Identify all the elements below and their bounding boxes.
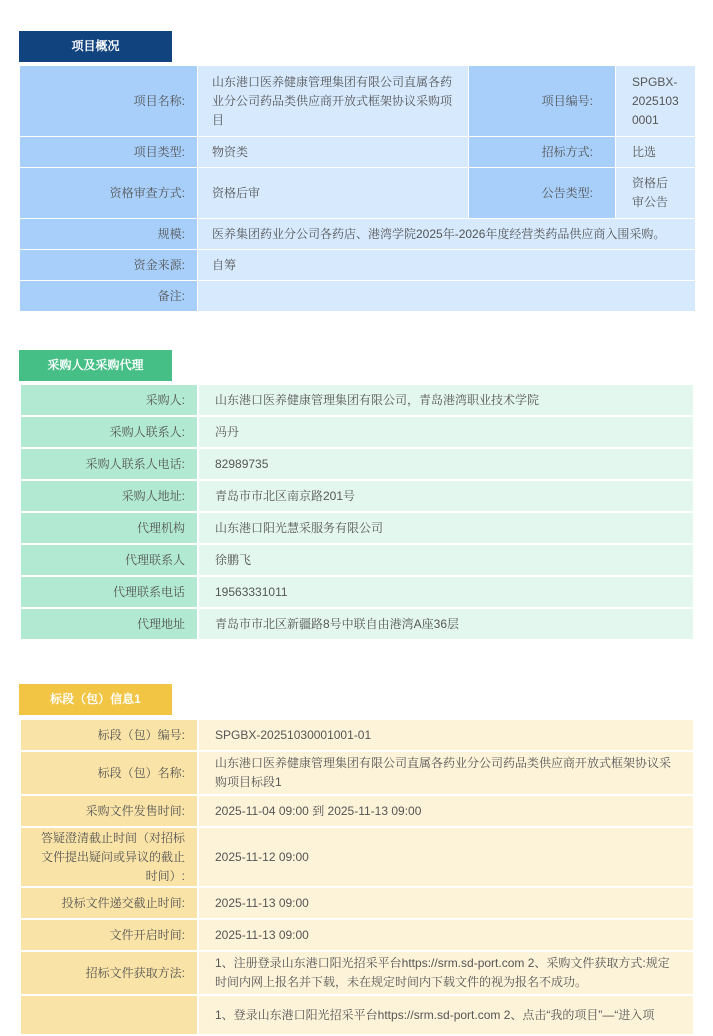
row-label: 代理地址 bbox=[20, 608, 198, 640]
row-label: 代理机构 bbox=[20, 512, 198, 544]
qual-method-label: 资格审查方式: bbox=[20, 168, 198, 219]
table-row bbox=[20, 576, 694, 608]
project-type-value: 物资类 bbox=[198, 137, 469, 168]
project-overview-table bbox=[19, 65, 696, 312]
row-value: 2025-11-04 09:00 到 2025-11-13 09:00 bbox=[198, 795, 694, 827]
table-row bbox=[20, 137, 696, 168]
row-value: 2025-11-13 09:00 bbox=[198, 919, 694, 951]
table-row bbox=[20, 919, 694, 951]
row-value: 冯丹 bbox=[198, 416, 694, 448]
table-row bbox=[20, 827, 694, 887]
row-value: 1、登录山东港口阳光招采平台https://srm.sd-port.com 2、点击“我的项目”—“进入项 bbox=[198, 995, 694, 1035]
table-row bbox=[20, 168, 696, 219]
purchaser-table bbox=[19, 383, 695, 641]
section-tab-project-overview: 项目概况 bbox=[19, 31, 172, 62]
table-row bbox=[20, 219, 696, 250]
scale-value: 医养集团药业分公司各药店、港湾学院2025年-2026年度经营类药品供应商入围采购。 bbox=[198, 219, 696, 250]
table-row bbox=[20, 384, 694, 416]
row-label: 采购人: bbox=[20, 384, 198, 416]
notice-type-label: 公告类型: bbox=[469, 168, 616, 219]
table-row bbox=[20, 512, 694, 544]
table-row bbox=[20, 719, 694, 751]
bid-method-label: 招标方式: bbox=[469, 137, 616, 168]
row-label: 采购文件发售时间: bbox=[20, 795, 198, 827]
bid-method-value: 比选 bbox=[616, 137, 696, 168]
fund-label: 资金来源: bbox=[20, 250, 198, 281]
project-no-label: 项目编号: bbox=[469, 66, 616, 137]
row-label: 采购人联系人: bbox=[20, 416, 198, 448]
table-row bbox=[20, 751, 694, 795]
remark-label: 备注: bbox=[20, 281, 198, 312]
row-label: 文件开启时间: bbox=[20, 919, 198, 951]
table-row bbox=[20, 66, 696, 137]
row-value: SPGBX-20251030001001-01 bbox=[198, 719, 694, 751]
row-label: 标段（包）名称: bbox=[20, 751, 198, 795]
table-row bbox=[20, 281, 696, 312]
qual-method-value: 资格后审 bbox=[198, 168, 469, 219]
row-value: 山东港口医养健康管理集团有限公司，青岛港湾职业技术学院 bbox=[198, 384, 694, 416]
row-label: 采购人地址: bbox=[20, 480, 198, 512]
table-row bbox=[20, 887, 694, 919]
notice-type-value: 资格后审公告 bbox=[616, 168, 696, 219]
table-row bbox=[20, 416, 694, 448]
row-label: 代理联系人 bbox=[20, 544, 198, 576]
lot-info-table bbox=[19, 718, 695, 1036]
project-no-value: SPGBX-20251030001 bbox=[616, 66, 696, 137]
row-label: 代理联系电话 bbox=[20, 576, 198, 608]
table-row bbox=[20, 995, 694, 1035]
table-row bbox=[20, 951, 694, 995]
project-name-value: 山东港口医养健康管理集团有限公司直属各药业分公司药品类供应商开放式框架协议采购项目 bbox=[198, 66, 469, 137]
row-label: 标段（包）编号: bbox=[20, 719, 198, 751]
row-value: 山东港口阳光慧采服务有限公司 bbox=[198, 512, 694, 544]
table-row bbox=[20, 250, 696, 281]
row-value: 青岛市市北区南京路201号 bbox=[198, 480, 694, 512]
row-value: 1、注册登录山东港口阳光招采平台https://srm.sd-port.com 2、采购文件获取方式:规定时间内网上报名并下载，未在规定时间内下载文件的视为报名不成功。 bbox=[198, 951, 694, 995]
row-label: 招标文件获取方法: bbox=[20, 951, 198, 995]
row-label bbox=[20, 995, 198, 1035]
row-value: 2025-11-12 09:00 bbox=[198, 827, 694, 887]
section-tab-purchaser: 采购人及采购代理 bbox=[19, 350, 172, 381]
table-row bbox=[20, 608, 694, 640]
fund-value: 自筹 bbox=[198, 250, 696, 281]
row-value: 82989735 bbox=[198, 448, 694, 480]
row-label: 答疑澄清截止时间（对招标文件提出疑问或异议的截止时间）: bbox=[20, 827, 198, 887]
scale-label: 规模: bbox=[20, 219, 198, 250]
row-value: 2025-11-13 09:00 bbox=[198, 887, 694, 919]
project-name-label: 项目名称: bbox=[20, 66, 198, 137]
row-label: 采购人联系人电话: bbox=[20, 448, 198, 480]
row-value: 徐鹏飞 bbox=[198, 544, 694, 576]
row-value: 山东港口医养健康管理集团有限公司直属各药业分公司药品类供应商开放式框架协议采购项目标段1 bbox=[198, 751, 694, 795]
remark-value bbox=[198, 281, 696, 312]
project-type-label: 项目类型: bbox=[20, 137, 198, 168]
row-value: 19563331011 bbox=[198, 576, 694, 608]
table-row bbox=[20, 448, 694, 480]
table-row bbox=[20, 544, 694, 576]
table-row bbox=[20, 480, 694, 512]
row-label: 投标文件递交截止时间: bbox=[20, 887, 198, 919]
section-tab-lot-info: 标段（包）信息1 bbox=[19, 684, 172, 715]
table-row bbox=[20, 795, 694, 827]
row-value: 青岛市市北区新疆路8号中联自由港湾A座36层 bbox=[198, 608, 694, 640]
